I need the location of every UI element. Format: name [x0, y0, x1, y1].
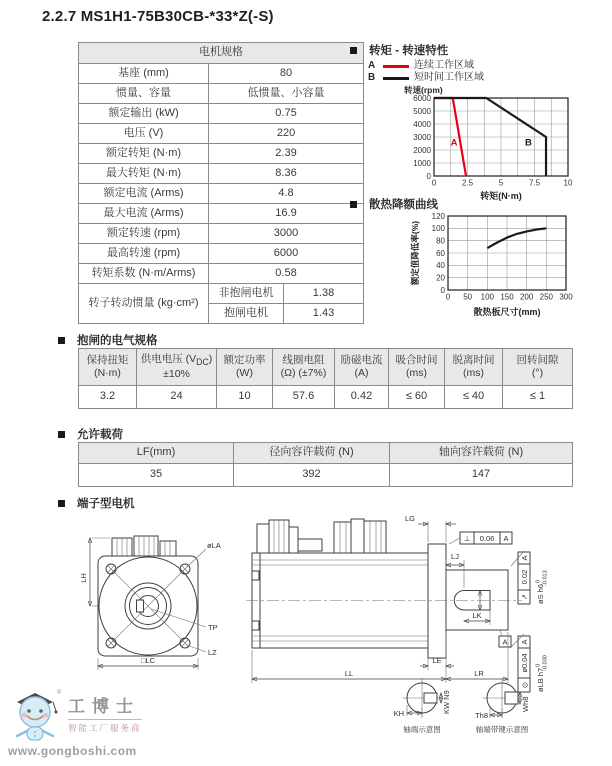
- dim-label-th: Th8: [475, 711, 488, 720]
- table-row: 额定电流 (Arms) 4.8: [79, 184, 364, 204]
- side-view: [246, 514, 549, 692]
- dim-label-wh: Wh8: [521, 696, 530, 712]
- svg-text:A: A: [520, 555, 529, 561]
- watermark-logo: [8, 684, 158, 758]
- flange-diameter-label: [536, 655, 549, 692]
- svg-text:额定值降低率(%): 额定值降低率(%): [410, 220, 420, 286]
- table-row: 转子转动惯量 (kg·cm²) 非抱闸电机 1.38: [79, 284, 364, 304]
- dim-label-la: øLA: [207, 541, 221, 550]
- svg-text:0.06: 0.06: [479, 534, 495, 543]
- svg-text:3000: 3000: [413, 132, 431, 142]
- svg-text:6000: 6000: [413, 93, 431, 103]
- section-load: 允许载荷: [58, 426, 123, 442]
- svg-text:ø0.04: ø0.04: [520, 653, 529, 673]
- legend-swatch: [383, 77, 409, 80]
- concentricity-callout: [518, 636, 530, 692]
- table-row: 35 392 147: [79, 464, 573, 487]
- svg-text:50: 50: [463, 292, 473, 302]
- table-row: 基座 (mm) 80: [79, 64, 364, 84]
- dim-label-lc: □LC: [140, 656, 156, 665]
- svg-text:2000: 2000: [413, 145, 431, 155]
- section-bullet-icon: [58, 500, 65, 507]
- svg-text:80: 80: [436, 236, 445, 246]
- svg-text:0: 0: [426, 171, 431, 181]
- dim-label-kw: KW N9: [442, 690, 451, 714]
- svg-text:øLB h70-0.030: øLB $h7^0-0.030$: [535, 655, 549, 692]
- dim-label-lk: LK: [472, 611, 482, 620]
- svg-text:øS h60-0.013: øS $h6^0-0.013$: [535, 570, 549, 604]
- table-row: 转矩系数 (N·m/Arms) 0.58: [79, 264, 364, 284]
- svg-text:1000: 1000: [413, 158, 431, 168]
- svg-text:A: A: [503, 534, 509, 543]
- dim-label-lj: LJ: [451, 552, 459, 561]
- dim-label-le: LE: [432, 656, 442, 665]
- motor-spec-table: [78, 42, 364, 324]
- section-bullet-icon: [58, 337, 65, 344]
- svg-text:转矩(N·m): 转矩(N·m): [480, 191, 522, 201]
- svg-text:4000: 4000: [413, 119, 431, 129]
- dim-label-lg: LG: [404, 514, 415, 523]
- mascot-logo: [8, 684, 64, 742]
- brake-spec-table: [78, 348, 573, 409]
- derating-chart: [390, 210, 580, 323]
- svg-text:2.5: 2.5: [461, 178, 474, 188]
- brand-tagline: 智能工厂服务商: [68, 719, 142, 734]
- dim-label-lh: LH: [79, 573, 88, 583]
- table-header-row: LF(mm) 径向容许载荷 (N) 轴向容许载荷 (N): [79, 443, 573, 464]
- svg-text:100: 100: [431, 224, 445, 234]
- table-row: 最高转速 (rpm) 6000: [79, 244, 364, 264]
- table-row: 额定转矩 (N·m) 2.39: [79, 144, 364, 164]
- brand-url: www.gongboshi.com: [8, 744, 137, 758]
- runout-icon: ↗: [520, 593, 529, 601]
- runout-callout: [518, 552, 530, 604]
- section-derating: 散热降额曲线: [350, 196, 438, 212]
- table-row: 电压 (V) 220: [79, 124, 364, 144]
- table-row: 3.2 24 10 57.6 0.42 ≤ 60 ≤ 40 ≤ 1: [79, 386, 573, 409]
- shaft-diameter-label: [536, 570, 549, 604]
- concentricity-icon: ⊙: [520, 681, 530, 689]
- svg-text:5000: 5000: [413, 106, 431, 116]
- brand-name: 工博士: [68, 697, 140, 716]
- section-bullet-icon: [58, 431, 65, 438]
- svg-text:7.5: 7.5: [528, 178, 541, 188]
- svg-text:0.02: 0.02: [520, 569, 529, 585]
- table-row: 额定转速 (rpm) 3000: [79, 224, 364, 244]
- svg-text:5: 5: [498, 178, 504, 188]
- svg-text:60: 60: [436, 248, 445, 258]
- svg-text:150: 150: [500, 292, 514, 302]
- section-torque-speed: 转矩 - 转速特性: [350, 42, 448, 58]
- shaft-end-plain-view: [394, 678, 451, 734]
- torque-speed-chart: [398, 84, 578, 207]
- derating-curve: [390, 210, 580, 318]
- svg-text:10: 10: [563, 178, 573, 188]
- shaft-end-keyed-caption: 轴端带键示意图: [475, 725, 529, 734]
- svg-text:120: 120: [431, 211, 445, 221]
- front-view: [79, 536, 221, 670]
- section-bullet-icon: [350, 47, 357, 54]
- svg-text:A: A: [520, 639, 529, 645]
- svg-text:0: 0: [431, 178, 437, 188]
- svg-text:B: B: [525, 137, 532, 149]
- svg-text:250: 250: [539, 292, 554, 302]
- svg-text:40: 40: [436, 261, 445, 271]
- svg-text:A: A: [450, 137, 458, 149]
- dim-label-kh: KH: [393, 709, 404, 718]
- dim-label-ll: LL: [344, 669, 354, 678]
- dim-label-lr: LR: [474, 669, 484, 678]
- section-brake: 抱闸的电气规格: [58, 332, 158, 348]
- page-title: 2.2.7 MS1H1-75B30CB-*33*Z(-S): [42, 8, 274, 25]
- table-header-row: 保持扭矩 (N·m) 供电电压 $(V_{DC})$ ±10% 额定功率 (W) 线圈电阻 (Ω) (±7%) 励磁电流 (A) 吸合时间 (ms) 脱离时间 (ms) 回转间隙 (°): [79, 349, 573, 386]
- table-row: 抱闸电机 1.43: [79, 304, 364, 324]
- legend-item: A 连续工作区域: [368, 60, 474, 71]
- registered-mark: ®: [56, 690, 62, 696]
- section-bullet-icon: [350, 201, 357, 208]
- legend-swatch: [383, 65, 409, 68]
- allowable-load-table: [78, 442, 573, 487]
- shaft-end-caption: 轴端示意图: [403, 725, 441, 734]
- svg-text:0: 0: [445, 292, 451, 302]
- motor-spec-header: 电机规格: [79, 43, 364, 64]
- table-row: 额定输出 (kW) 0.75: [79, 104, 364, 124]
- dim-label-tp: TP: [208, 623, 218, 632]
- table-row: 惯量、容量 低惯量、小容量: [79, 84, 364, 104]
- svg-text:散热板尺寸(mm): 散热板尺寸(mm): [473, 307, 541, 317]
- chart-legend: [368, 60, 484, 84]
- svg-text:100: 100: [480, 292, 495, 302]
- svg-text:200: 200: [519, 292, 534, 302]
- perpendicularity-icon: ⊥: [463, 534, 471, 543]
- svg-text:20: 20: [436, 273, 445, 283]
- dim-label-lz: LZ: [208, 648, 217, 657]
- svg-text:转速(rpm): 转速(rpm): [404, 85, 443, 95]
- datum-label: A: [502, 637, 508, 647]
- legend-item: B 短时间工作区域: [368, 72, 484, 83]
- torque-speed-curve: [398, 84, 578, 202]
- table-row: 最大电流 (Arms) 16.9: [79, 204, 364, 224]
- svg-text:300: 300: [559, 292, 573, 302]
- svg-text:0: 0: [440, 285, 445, 295]
- section-drawing: 端子型电机: [58, 495, 135, 511]
- table-row: 最大转矩 (N·m) 8.36: [79, 164, 364, 184]
